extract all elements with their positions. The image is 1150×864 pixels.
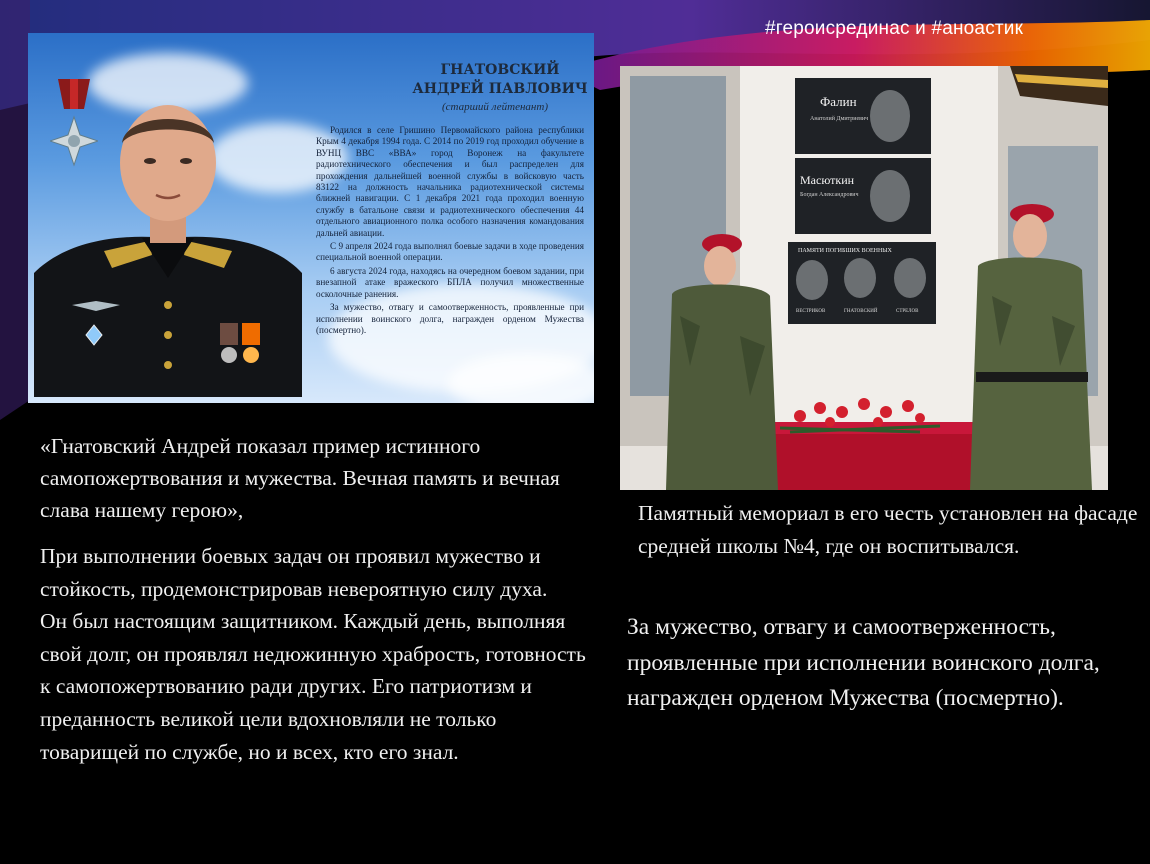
plaque3-name: СТРЕЛОВ	[896, 309, 919, 314]
description-paragraph: При выполнении боевых задач он проявил мужество и стойкость, продемонстрировав невероятную силу духа.	[40, 544, 548, 601]
officer-portrait	[34, 73, 302, 397]
memorial-scene	[620, 66, 1108, 490]
description-paragraph: Он был настоящим защитником. Каждый день, выполняя свой долг, он проявлял недюжинную храбрость, готовность к самопожертвованию ради других. Его патриотизм и преданность великой цели вдохновляли не только товарищей по службе, но и всех, кто его знал.	[40, 609, 586, 764]
plaque3-name: ВЕСТРИКОВ	[796, 309, 826, 314]
plaque2-subname: Богдан Александрович	[800, 192, 859, 198]
poster-bio-paragraph: 6 августа 2024 года, находясь на очередном боевом задании, при внезапной атаке вражеского БПЛА получил множественные осколочные ранения.	[316, 265, 584, 299]
poster-hero-name	[400, 61, 594, 99]
memorial-caption: Памятный мемориал в его честь установлен на фасаде средней школы №4, где он воспитывался.	[638, 501, 1138, 558]
poster-given-name: АНДРЕЙ ПАВЛОВИЧ	[412, 81, 588, 97]
hashtag-header: #героисрединас и #аноастик	[765, 18, 1024, 39]
poster-bio-paragraph: С 9 апреля 2024 года выполнял боевые задачи в ходе проведения специальной военной операции.	[316, 241, 584, 263]
plaque1-subname: Анатолий Дмитриевич	[810, 116, 869, 122]
plaque3-name: ГНАТОВСКИЙ	[844, 309, 878, 314]
memorial-photo	[620, 66, 1108, 490]
hero-quote: «Гнатовский Андрей показал пример истинного самопожертвования и мужества. Вечная память и вечная слава нашему герою»,	[40, 434, 560, 522]
hero-description	[40, 540, 600, 768]
poster-bio-paragraph: Родился в селе Гришино Первомайского района республики Крым 4 декабря 1994 года. С 2014 по 2019 год проходил обучение в ВУНЦ ВВС «ВВА» город Воронеж на факультете радиотехнического обеспечения и был распределен для прохождения дальнейшей военной службы в войсковую часть 83122 на должность начальника радиотехнической системы ближней навигации. С 1 декабря 2021 года проходил военную службу в батальоне связи и радиотехнического обеспечения 44 отдельного авиационного полка особого назначения командования дальней авиации.	[316, 125, 584, 238]
poster-biography	[316, 125, 584, 338]
plaque3-title: ПАМЯТИ ПОГИБШИХ ВОЕННЫХ	[798, 248, 892, 254]
plaque2-name: Масюткин	[800, 173, 855, 187]
poster-bio-paragraph: За мужество, отвагу и самоотверженность, проявленные при исполнении воинского долга, награжден орденом Мужества (посмертно).	[316, 302, 584, 335]
hero-poster-photo	[28, 33, 594, 403]
poster-rank: (старший лейтенант)	[442, 101, 548, 113]
plaque1-name: Фалин	[820, 94, 857, 109]
poster-surname: ГНАТОВСКИЙ	[440, 62, 560, 78]
award-text: За мужество, отвагу и самоотверженность, проявленные при исполнении воинского долга, награжден орденом Мужества (посмертно).	[627, 614, 1100, 711]
